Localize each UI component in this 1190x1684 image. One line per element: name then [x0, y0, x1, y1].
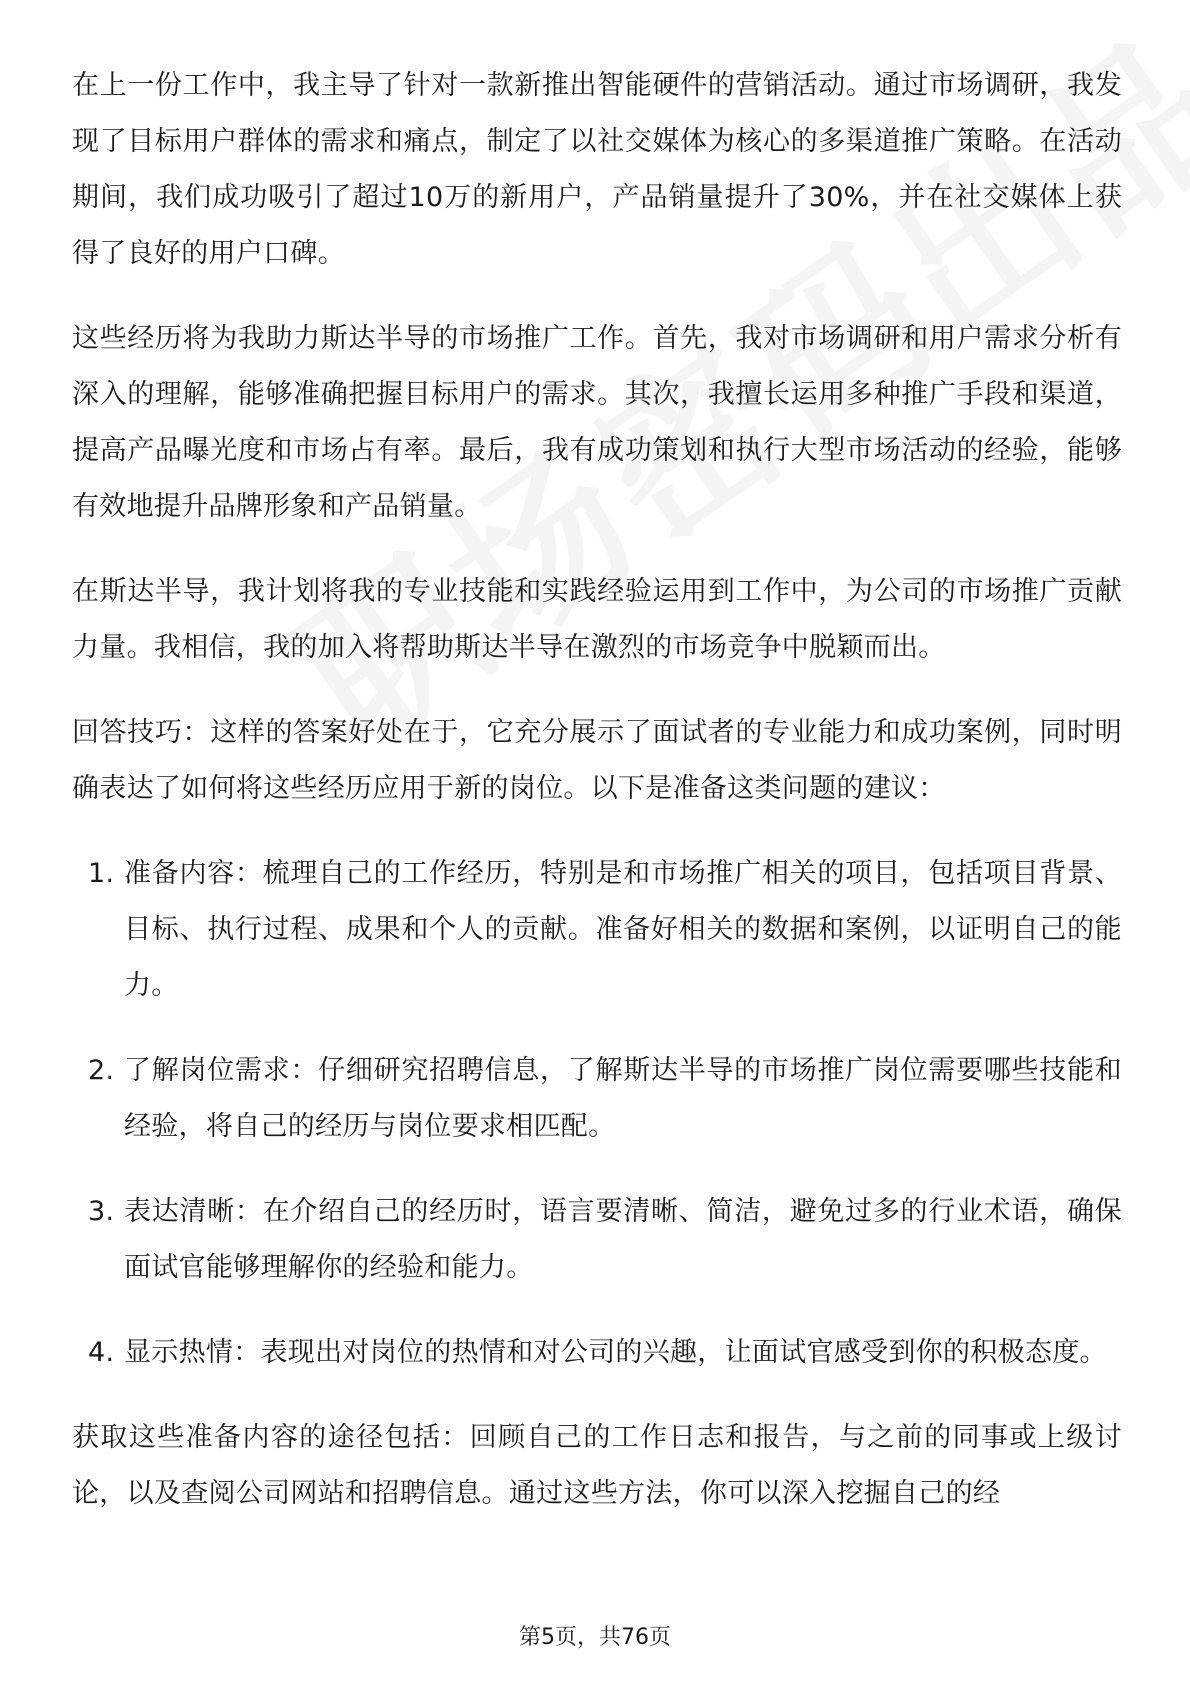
- list-item-number: 2.: [88, 1055, 115, 1086]
- list-item-text: 显示热情：表现出对岗位的热情和对公司的兴趣，让面试官感受到你的积极态度。: [124, 1337, 1107, 1368]
- tips-list: [72, 846, 1122, 1381]
- list-item-text: 准备内容：梳理自己的工作经历，特别是和市场推广相关的项目，包括项目背景、目标、执行过程、成果和个人的贡献。准备好相关的数据和案例，以证明自己的能力。: [124, 858, 1122, 1001]
- page-number: 第5页，共76页: [519, 1625, 671, 1650]
- list-item-number: 3.: [88, 1196, 115, 1227]
- list-item-text: 了解岗位需求：仔细研究招聘信息，了解斯达半导的市场推广岗位需要哪些技能和经验，将自己的经历与岗位要求相匹配。: [124, 1055, 1122, 1142]
- paragraph-answer-tips: 回答技巧：这样的答案好处在于，它充分展示了面试者的专业能力和成功案例，同时明确表达了如何将这些经历应用于新的岗位。以下是准备这类问题的建议：: [72, 717, 1122, 804]
- list-item: [72, 1325, 1122, 1381]
- list-item: [72, 846, 1122, 1014]
- page-content: [72, 58, 1122, 1551]
- list-item: [72, 1043, 1122, 1155]
- list-item-text: 表达清晰：在介绍自己的经历时，语言要清晰、简洁，避免过多的行业术语，确保面试官能够理解你的经验和能力。: [124, 1196, 1122, 1283]
- list-item-number: 1.: [88, 858, 115, 889]
- paragraph-experience: 在上一份工作中，我主导了针对一款新推出智能硬件的营销活动。通过市场调研，我发现了目标用户群体的需求和痛点，制定了以社交媒体为核心的多渠道推广策略。在活动期间，我们成功吸引了超过10万的新用户，产品销量提升了30%，并在社交媒体上获得了良好的用户口碑。: [72, 70, 1122, 269]
- paragraph-plan: 在斯达半导，我计划将我的专业技能和实践经验运用到工作中，为公司的市场推广贡献力量。我相信，我的加入将帮助斯达半导在激烈的市场竞争中脱颖而出。: [72, 576, 1122, 663]
- list-item: [72, 1184, 1122, 1296]
- paragraph-contribution: 这些经历将为我助力斯达半导的市场推广工作。首先，我对市场调研和用户需求分析有深入的理解，能够准确把握目标用户的需求。其次，我擅长运用多种推广手段和渠道，提高产品曝光度和市场占有率。最后，我有成功策划和执行大型市场活动的经验，能够有效地提升品牌形象和产品销量。: [72, 323, 1122, 522]
- paragraph-closing: 获取这些准备内容的途径包括：回顾自己的工作日志和报告，与之前的同事或上级讨论，以及查阅公司网站和招聘信息。通过这些方法，你可以深入挖掘自己的经: [72, 1422, 1122, 1509]
- list-item-number: 4.: [88, 1337, 115, 1368]
